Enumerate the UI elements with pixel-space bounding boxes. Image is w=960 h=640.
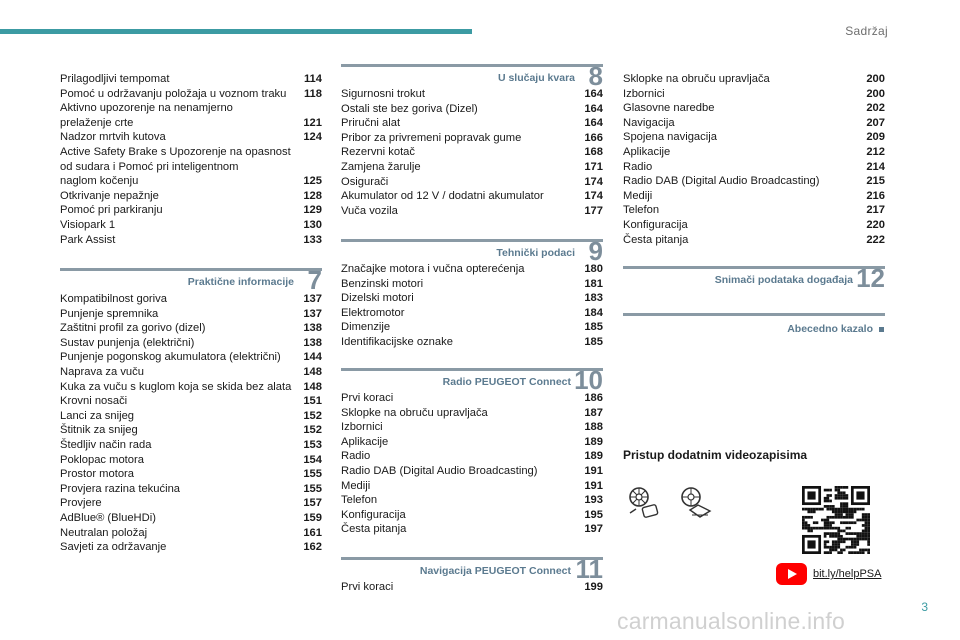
- toc-entry[interactable]: [60, 72, 322, 87]
- toc-entry-page: 168: [584, 146, 603, 159]
- toc-entry-title: Naprava za vuču: [60, 365, 144, 378]
- toc-entry[interactable]: [623, 189, 885, 204]
- toc-entry[interactable]: [60, 116, 322, 131]
- section-title: Sadržaj: [845, 24, 888, 38]
- toc-list-ch7: [60, 292, 322, 555]
- toc-entry-page: 200: [866, 73, 885, 85]
- chapter-rule: [623, 313, 885, 316]
- toc-entry-title: Pomoć pri parkiranju: [60, 204, 163, 217]
- toc-entry-title: Česta pitanja: [623, 233, 689, 246]
- wheel-phone-icon: [626, 486, 660, 520]
- toc-entry-page: 214: [866, 160, 885, 173]
- toc-entry-page: 183: [584, 292, 603, 305]
- toc-entry[interactable]: [60, 292, 322, 307]
- toc-entry[interactable]: [60, 365, 322, 380]
- toc-entry[interactable]: [623, 233, 885, 248]
- toc-entry-title: Rezervni kotač: [341, 146, 415, 159]
- toc-entry-title: Osigurači: [341, 175, 389, 188]
- toc-entry[interactable]: [341, 464, 603, 479]
- toc-entry-page: 209: [866, 131, 885, 144]
- toc-entry-page: 180: [584, 263, 603, 275]
- chapter-number: 12: [856, 263, 885, 293]
- chapter-number: 7: [307, 265, 322, 295]
- toc-entry[interactable]: [60, 160, 322, 175]
- toc-entry-title: Aplikacije: [623, 145, 671, 158]
- toc-entry-page: 177: [584, 204, 603, 217]
- toc-entry[interactable]: [623, 87, 885, 102]
- chapter-heading-12[interactable]: [623, 263, 885, 293]
- toc-entry-page: 159: [303, 511, 322, 524]
- toc-entry-page: 124: [303, 131, 322, 144]
- toc-entry-page: 155: [303, 468, 322, 481]
- toc-entry[interactable]: [341, 145, 603, 160]
- chapter-rule: [341, 239, 603, 242]
- toc-entry-title: Česta pitanja: [341, 523, 407, 536]
- toc-entry[interactable]: [60, 526, 322, 541]
- toc-entry-title: Nadzor mrtvih kutova: [60, 131, 166, 144]
- toc-entry-page: 155: [303, 482, 322, 495]
- toc-entry[interactable]: [60, 453, 322, 468]
- toc-entry-title: Sustav punjenja (električni): [60, 336, 195, 349]
- toc-entry-title: Park Assist: [60, 233, 116, 246]
- toc-list-ch11: [341, 580, 603, 595]
- toc-entry[interactable]: [60, 233, 322, 248]
- toc-entry-title: Sklopke na obruču upravljača: [623, 73, 770, 85]
- chapter-rule: [60, 268, 322, 271]
- youtube-link[interactable]: [776, 563, 881, 585]
- toc-entry-page: 174: [584, 190, 603, 203]
- toc-entry-title: Neutralan položaj: [60, 526, 148, 539]
- toc-entry[interactable]: [341, 87, 603, 102]
- toc-entry-title: Sigurnosni trokut: [341, 88, 425, 100]
- toc-entry[interactable]: [341, 116, 603, 131]
- qr-code[interactable]: [802, 486, 870, 554]
- toc-entry-page: 207: [866, 116, 885, 129]
- toc-entry-title: Spojena navigacija: [623, 131, 717, 144]
- toc-entry-title: od sudara i Pomoć pri inteligentnom: [60, 160, 239, 173]
- toc-entry-page: 181: [584, 277, 603, 290]
- toc-entry-title: Izbornici: [341, 421, 383, 434]
- toc-entry-page: 148: [303, 365, 322, 378]
- toc-entry-page: 216: [866, 189, 885, 202]
- toc-entry[interactable]: [60, 174, 322, 189]
- toc-entry-title: Aktivno upozorenje na nenamjerno: [60, 102, 233, 115]
- toc-entry-title: Active Safety Brake s Upozorenje na opasnost: [60, 145, 291, 158]
- toc-entry[interactable]: [60, 438, 322, 453]
- chapter-heading-8[interactable]: [341, 61, 603, 91]
- toc-entry-page: 188: [584, 421, 603, 434]
- toc-entry-title: Benzinski motori: [341, 277, 424, 290]
- toc-entry-page: 184: [584, 306, 603, 319]
- toc-entry-page: 164: [584, 117, 603, 130]
- toc-entry[interactable]: [60, 145, 322, 160]
- toc-entry[interactable]: [60, 350, 322, 365]
- toc-entry-title: Radio DAB (Digital Audio Broadcasting): [623, 175, 820, 188]
- toc-entry-title: Aplikacije: [341, 435, 389, 448]
- toc-entry[interactable]: [623, 72, 885, 87]
- toc-entry[interactable]: [341, 160, 603, 175]
- toc-entry[interactable]: [341, 306, 603, 321]
- toc-entry-page: 215: [866, 175, 885, 188]
- toc-entry-title: Lanci za snijeg: [60, 409, 135, 422]
- toc-entry-title: Prostor motora: [60, 468, 134, 481]
- toc-entry-title: Punjenje pogonskog akumulatora (električni): [60, 351, 281, 364]
- toc-entry-title: Prvi koraci: [341, 392, 394, 404]
- toc-entry-page: 128: [303, 189, 322, 202]
- toc-entry-title: Kuka za vuču s kuglom koja se skida bez alata: [60, 380, 292, 393]
- toc-entry[interactable]: [60, 321, 322, 336]
- toc-entry[interactable]: [341, 320, 603, 335]
- toc-entry-page: 151: [303, 395, 322, 408]
- toc-entry-title: Radio DAB (Digital Audio Broadcasting): [341, 464, 538, 477]
- toc-entry[interactable]: [60, 189, 322, 204]
- toc-entry-page: 164: [584, 88, 603, 100]
- toc-entry-page: 138: [303, 322, 322, 335]
- video-section-title: Pristup dodatnim videozapisima: [623, 448, 808, 462]
- toc-entry[interactable]: [341, 335, 603, 350]
- toc-entry-page: 197: [584, 523, 603, 536]
- toc-entry-page: 222: [866, 233, 885, 246]
- toc-entry[interactable]: [341, 204, 603, 219]
- toc-entry-title: Telefon: [623, 204, 660, 217]
- chapter-heading-9[interactable]: [341, 236, 603, 266]
- toc-entry-page: 189: [584, 450, 603, 463]
- index-label: Abecedno kazalo: [787, 323, 873, 335]
- toc-entry[interactable]: [60, 130, 322, 145]
- toc-entry-title: Dizelski motori: [341, 292, 414, 305]
- toc-entry[interactable]: [60, 394, 322, 409]
- toc-entry-title: Provjere: [60, 497, 102, 510]
- toc-entry-page: 191: [584, 464, 603, 477]
- toc-entry-page: 174: [584, 175, 603, 188]
- toc-entry-title: Prilagodljivi tempomat: [60, 73, 170, 85]
- toc-entry-title: Štitnik za snijeg: [60, 424, 138, 437]
- toc-entry-page: 189: [584, 435, 603, 448]
- toc-list-ch10: [341, 391, 603, 537]
- toc-entry-page: 202: [866, 102, 885, 115]
- toc-entry-title: Ostali ste bez goriva (Dizel): [341, 102, 478, 115]
- toc-entry-page: 148: [303, 380, 322, 393]
- toc-entry-title: Visiopark 1: [60, 218, 116, 231]
- toc-entry[interactable]: [341, 131, 603, 146]
- toc-entry[interactable]: [341, 449, 603, 464]
- chapter-label: Radio PEUGEOT Connect: [442, 376, 571, 388]
- toc-entry-title: Mediji: [623, 189, 653, 202]
- toc-entry-page: 153: [303, 438, 322, 451]
- toc-entry-page: 212: [866, 145, 885, 158]
- toc-entry[interactable]: [60, 87, 322, 102]
- toc-entry-page: 193: [584, 494, 603, 507]
- toc-entry-page: 114: [303, 73, 322, 85]
- toc-entry-page: 171: [584, 160, 603, 173]
- youtube-icon: [776, 563, 807, 585]
- toc-entry-page: 137: [303, 293, 322, 305]
- chapter-label: U slučaju kvara: [497, 72, 575, 84]
- toc-entry[interactable]: [341, 391, 603, 406]
- toc-entry[interactable]: [623, 174, 885, 189]
- page-number: 3: [921, 600, 928, 614]
- toc-entry-title: Vuča vozila: [341, 204, 398, 217]
- toc-entry[interactable]: [60, 101, 322, 116]
- toc-entry-title: Provjera razina tekućina: [60, 482, 181, 495]
- toc-list-ch9: [341, 262, 603, 350]
- toc-entry-page: 144: [303, 351, 322, 364]
- toc-entry-page: 125: [303, 175, 322, 188]
- toc-entry-page: 217: [866, 204, 885, 217]
- help-link[interactable]: bit.ly/helpPSA: [813, 568, 882, 580]
- toc-entry-title: Izbornici: [623, 87, 665, 100]
- toc-entry[interactable]: [341, 420, 603, 435]
- toc-entry[interactable]: [60, 423, 322, 438]
- toc-entry-title: Pomoć u održavanju položaja u voznom traku: [60, 87, 287, 100]
- chapter-label: Snimači podataka događaja: [714, 274, 853, 286]
- toc-entry-page: 191: [584, 479, 603, 492]
- toc-entry-page: 185: [584, 335, 603, 348]
- toc-entry[interactable]: [60, 482, 322, 497]
- toc-list-ch11-cont: [623, 72, 885, 247]
- toc-entry[interactable]: [60, 409, 322, 424]
- toc-entry[interactable]: [341, 189, 603, 204]
- toc-entry[interactable]: [341, 435, 603, 450]
- toc-entry-page: 161: [303, 526, 322, 539]
- toc-entry-title: Priručni alat: [341, 117, 401, 130]
- chapter-label: Navigacija PEUGEOT Connect: [419, 565, 571, 577]
- toc-entry-title: Akumulator od 12 V / dodatni akumulator: [341, 190, 544, 203]
- header-accent-bar: [0, 29, 472, 34]
- toc-entry[interactable]: [623, 218, 885, 233]
- square-bullet-icon: [879, 327, 884, 332]
- toc-entry-title: Radio: [623, 160, 653, 173]
- toc-entry[interactable]: [623, 116, 885, 131]
- toc-entry-title: Mediji: [341, 479, 371, 492]
- toc-list-ch8: [341, 87, 603, 218]
- toc-entry[interactable]: [341, 262, 603, 277]
- toc-entry-title: Otkrivanje nepažnje: [60, 189, 159, 202]
- chapter-number: 9: [588, 236, 603, 266]
- chapter-rule: [623, 266, 885, 269]
- toc-list-ch6: [60, 72, 322, 247]
- toc-entry-title: Zamjena žarulje: [341, 160, 421, 173]
- toc-entry-title: Sklopke na obruču upravljača: [341, 406, 488, 419]
- chapter-number: 11: [575, 554, 603, 584]
- toc-entry-title: Konfiguracija: [623, 218, 688, 231]
- chapter-number: 8: [588, 61, 603, 91]
- toc-entry[interactable]: [60, 496, 322, 511]
- chapter-rule: [341, 368, 603, 371]
- toc-entry-title: Radio: [341, 450, 371, 463]
- toc-entry-page: 200: [866, 87, 885, 100]
- toc-entry-page: 121: [303, 116, 322, 129]
- toc-entry-page: 152: [303, 409, 322, 422]
- toc-entry-page: 129: [303, 204, 322, 217]
- toc-entry[interactable]: [60, 336, 322, 351]
- chapter-rule: [341, 557, 603, 560]
- watermark: carmanualsonline.info: [617, 608, 845, 634]
- toc-entry-title: Dimenzije: [341, 321, 391, 334]
- chapter-heading-7[interactable]: [60, 265, 322, 295]
- toc-entry[interactable]: [60, 380, 322, 395]
- toc-entry[interactable]: [60, 218, 322, 233]
- toc-entry[interactable]: [341, 580, 603, 595]
- toc-entry-page: 118: [303, 87, 322, 100]
- toc-entry-title: Poklopac motora: [60, 453, 144, 466]
- toc-entry[interactable]: [341, 175, 603, 190]
- toc-entry-page: 185: [584, 321, 603, 334]
- toc-entry-page: 164: [584, 102, 603, 115]
- toc-entry-page: 220: [866, 218, 885, 231]
- chapter-heading-10[interactable]: [341, 365, 603, 395]
- toc-entry[interactable]: [341, 493, 603, 508]
- toc-entry-title: Štedljiv način rada: [60, 438, 152, 451]
- toc-entry-page: 195: [584, 508, 603, 521]
- toc-entry-title: Telefon: [341, 494, 378, 507]
- toc-entry-title: Zaštitni profil za gorivo (dizel): [60, 322, 206, 335]
- toc-entry-page: 133: [303, 233, 322, 246]
- toc-entry-title: AdBlue® (BlueHDi): [60, 511, 156, 524]
- chapter-number: 10: [574, 365, 603, 395]
- toc-entry-title: Punjenje spremnika: [60, 307, 159, 320]
- toc-entry[interactable]: [60, 511, 322, 526]
- toc-entry-title: Glasovne naredbe: [623, 102, 715, 115]
- toc-entry-title: Savjeti za održavanje: [60, 541, 167, 554]
- toc-entry-page: 162: [303, 541, 322, 554]
- toc-entry-page: 137: [303, 307, 322, 320]
- toc-entry[interactable]: [341, 522, 603, 537]
- wheel-hand-icon: [678, 486, 714, 520]
- toc-entry-page: 130: [303, 218, 322, 231]
- chapter-label: Praktične informacije: [187, 276, 294, 288]
- toc-entry-title: naglom kočenju: [60, 175, 139, 188]
- toc-entry[interactable]: [341, 277, 603, 292]
- toc-entry[interactable]: [341, 406, 603, 421]
- toc-entry[interactable]: [623, 145, 885, 160]
- toc-entry-title: Navigacija: [623, 116, 675, 129]
- toc-entry[interactable]: [341, 479, 603, 494]
- toc-entry-page: 138: [303, 336, 322, 349]
- toc-entry-page: 154: [303, 453, 322, 466]
- toc-entry-page: 187: [584, 406, 603, 419]
- toc-entry-title: prelaženje crte: [60, 116, 134, 129]
- toc-entry[interactable]: [60, 203, 322, 218]
- chapter-heading-11[interactable]: [341, 554, 603, 584]
- toc-entry[interactable]: [60, 307, 322, 322]
- toc-entry-title: Krovni nosači: [60, 395, 128, 408]
- toc-entry[interactable]: [60, 540, 322, 555]
- toc-entry-page: 199: [584, 581, 603, 593]
- toc-entry[interactable]: [623, 203, 885, 218]
- toc-entry-page: 186: [584, 392, 603, 404]
- toc-entry-title: Pribor za privremeni popravak gume: [341, 131, 522, 144]
- toc-entry[interactable]: [341, 102, 603, 117]
- toc-entry-title: Značajke motora i vučna opterećenja: [341, 263, 525, 275]
- toc-entry-page: 157: [303, 497, 322, 510]
- chapter-label: Tehnički podaci: [496, 247, 575, 259]
- chapter-rule: [341, 64, 603, 67]
- toc-entry-title: Kompatibilnost goriva: [60, 293, 167, 305]
- toc-entry-page: 166: [584, 131, 603, 144]
- toc-entry[interactable]: [341, 291, 603, 306]
- toc-entry[interactable]: [341, 508, 603, 523]
- toc-entry[interactable]: [623, 101, 885, 116]
- toc-entry[interactable]: [623, 160, 885, 175]
- toc-entry-title: Konfiguracija: [341, 508, 406, 521]
- toc-entry-title: Elektromotor: [341, 306, 405, 319]
- index-heading[interactable]: [623, 313, 885, 335]
- toc-entry[interactable]: [623, 130, 885, 145]
- toc-entry-page: 152: [303, 424, 322, 437]
- toc-entry-title: Prvi koraci: [341, 581, 394, 593]
- toc-entry-title: Identifikacijske oznake: [341, 335, 453, 348]
- toc-entry[interactable]: [60, 467, 322, 482]
